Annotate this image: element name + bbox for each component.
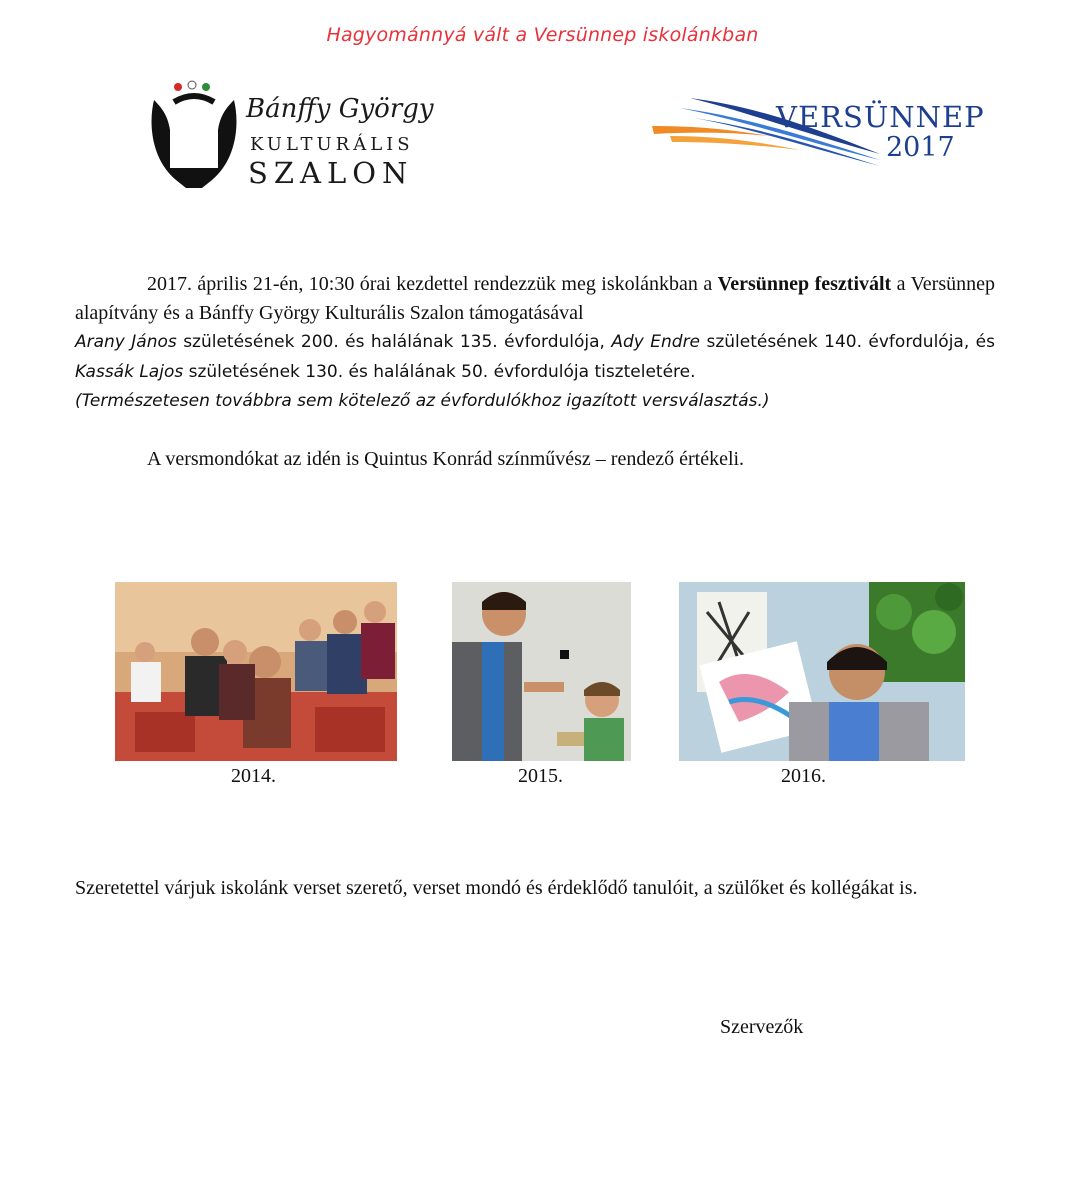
logo-line-name: Bánffy György bbox=[246, 94, 434, 124]
jury-paragraph bbox=[75, 445, 995, 474]
text-span: a Versünnep alapítvány és a Bánffy György Kulturális Szalon támogatásával bbox=[75, 273, 995, 324]
banffy-logo bbox=[146, 80, 456, 192]
photo-caption: 2014. bbox=[231, 765, 276, 787]
text-span: 2017. április 21-én, 10:30 órai kezdettel rendezzük meg iskolánkban a bbox=[147, 273, 718, 295]
poet-name: Arany János bbox=[75, 332, 177, 352]
logo-line-kulturalis: KULTURÁLIS bbox=[250, 134, 414, 155]
text-span: születésének 130. és halálának 50. évfordulója tiszteletére. bbox=[183, 361, 696, 382]
photo-2016 bbox=[679, 582, 965, 761]
logo-versunnep-word: VERSÜNNEP bbox=[776, 100, 985, 134]
poet-name: Kassák Lajos bbox=[75, 361, 184, 382]
versunnep-logo bbox=[650, 92, 995, 172]
photo-2015 bbox=[452, 582, 631, 761]
photo-2014 bbox=[115, 582, 397, 761]
text-span: A versmondókat az idén is Quintus Konrád színművész – rendező értékeli. bbox=[147, 448, 745, 470]
note-text: (Természetesen továbbra sem kötelező az évfordulókhoz igazított versválasztás.) bbox=[75, 391, 770, 411]
poet-name: Ady Endre bbox=[611, 332, 701, 352]
logo-line-szalon: SZALON bbox=[248, 156, 414, 190]
page-title: Hagyománnyá vált a Versünnep iskolánkban bbox=[326, 24, 759, 46]
invitation-paragraph: Szeretettel várjuk iskolánk verset szerető, verset mondó és érdeklődő tanulóit, a szülőket és kollégákat is. bbox=[75, 877, 918, 899]
lyre-tulip-icon bbox=[146, 80, 242, 192]
text-span: születésének 200. és halálának 135. évfordulója, bbox=[176, 332, 612, 352]
signature: Szervezők bbox=[720, 1016, 804, 1038]
photo-caption: 2016. bbox=[781, 765, 826, 787]
text-span: születésének 140. évfordulója, és bbox=[700, 332, 995, 352]
intro-paragraph bbox=[75, 270, 995, 416]
photo-caption: 2015. bbox=[518, 765, 563, 787]
festival-name: Versünnep fesztivált bbox=[717, 273, 892, 295]
logo-versunnep-year: 2017 bbox=[886, 132, 955, 163]
